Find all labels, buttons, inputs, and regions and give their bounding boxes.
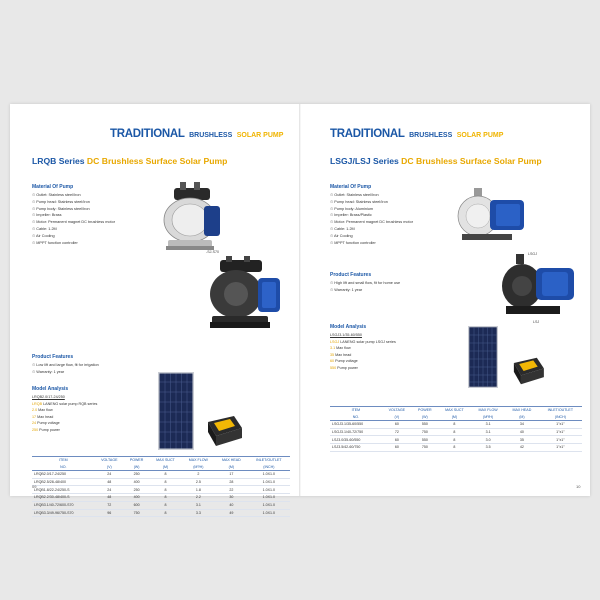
image-caption: -SJ-S70: [206, 250, 219, 254]
caption-lsgj: LSGJ: [528, 252, 537, 256]
pump-image-iron: [202, 256, 282, 334]
controller-box-image: [204, 414, 244, 448]
features-heading: Product Features: [32, 354, 74, 360]
caption-lsj: LSJ: [533, 320, 540, 324]
series-title: LSGJ/LSJ Series DC Brushless Surface Solar Pump: [330, 156, 542, 166]
table-row: LRQB3.3/49-96/750-S70 96 750 8 3.3 49 1.0X1.0: [32, 509, 290, 517]
pump-image-lsgj: [456, 188, 528, 244]
spec-table: [32, 456, 290, 517]
table-unit-row: NO. (V) (W) (M) (M³/H) (M) (INCH): [32, 463, 290, 470]
features-list: ⊙ High lift and small flow, fit for home use ⊙ Warranty: 1 year: [330, 280, 400, 294]
table-row: LRQB3.1/40-72/600-S70 72 600 8 3.1 40 1.0X1.0: [32, 501, 290, 509]
right-page: [300, 104, 590, 496]
table-unit-row: NO. (V) (W) (M) (M³/H) (M) (INCH): [330, 413, 582, 420]
features-heading: Product Features: [330, 272, 372, 278]
table-header-row: ITEM VOLTAGE POWER MAX SUCT MAX FLOW MAX HEAD INLET/OUTLET: [32, 457, 290, 464]
page-number: 09: [32, 484, 37, 489]
model-heading: Model Analysis: [330, 324, 367, 330]
table-row: LRQB1.8/22-24/250-S 24 250 8 1.8 22 1.0X1.0: [32, 486, 290, 494]
brochure-spread: [10, 104, 590, 516]
table-row: LSGJ3.1/40-72/750 72 750 8 3.1 40 1"x1": [330, 428, 582, 436]
solar-panel-image: [158, 372, 194, 450]
table-header-row: ITEM VOLTAGE POWER MAX SUCT MAX FLOW MAX HEAD INLET/OUTLET: [330, 407, 582, 414]
material-list: ⊙ Outlet: Stainless steel/Iron ⊙ Pump head: Stainless steel/Iron ⊙ Pump body: Stainless steel/Iron ⊙ Impeller: Brass ⊙ Motor: Permanent magnet DC brushless motor ⊙ Cable: 1.2M ⊙ Air Cooling ⊙ MPPT function controller: [32, 192, 115, 246]
table-row: LSJ3.0/35-60/550 60 550 8 3.0 35 1"x1": [330, 436, 582, 444]
table-row: LRQB2.2/30-48/400-S 48 400 8 2.2 30 1.0X1.0: [32, 494, 290, 502]
table-row: LRQB2.5/28-48/400 48 400 8 2.5 28 1.0X1.0: [32, 478, 290, 486]
model-analysis: LRQB2.0/17-24/250 LRQB LANENG solar pump RQB series 2.0 Max flow 17 Max head 24 Pump voltage 250 Pump power: [32, 395, 98, 432]
pump-image-lsj: [500, 254, 576, 316]
page-banner: TRADITIONAL BRUSHLESS SOLAR PUMP: [110, 128, 284, 140]
left-page: [10, 104, 300, 516]
page-number: 10: [576, 484, 581, 489]
solar-panel-image: [468, 326, 498, 388]
spec-table: [330, 406, 582, 452]
table-row: LSGJ3.1/35-60/550 60 550 8 3.1 34 1"x1": [330, 420, 582, 428]
material-list: ⊙ Outlet: Stainless steel/Iron ⊙ Pump head: Stainless steel/Iron ⊙ Pump body: Aluminium ⊙ Impeller: Brass/Plastic ⊙ Motor: Permanent magnet DC brushless motor ⊙ Cable: 1.2M ⊙ Air Cooling ⊙ MPPT function controller: [330, 192, 413, 246]
material-heading: Material Of Pump: [32, 184, 74, 190]
model-analysis: LSGJ3.1/35-60/550 LSGJ LANENG solar pump LSGJ series 3.1 Max flow 35 Max head 60 Pump voltage 550 Pump power: [330, 333, 396, 370]
page-banner: TRADITIONAL BRUSHLESS SOLAR PUMP: [330, 128, 504, 140]
table-row: LRQB2.0/17-24/250 24 250 8 2 17 1.0X1.0: [32, 470, 290, 478]
series-title: LRQB Series DC Brushless Surface Solar Pump: [32, 156, 228, 166]
material-heading: Material Of Pump: [330, 184, 372, 190]
controller-box-image: [510, 356, 546, 386]
pump-image-stainless: [160, 182, 222, 254]
table-row: LSJ3.5/42-60/750 60 750 8 3.5 42 1"x1": [330, 444, 582, 452]
features-list: ⊙ Low lift and large flow, fit for irrigation ⊙ Warranty: 1 year: [32, 362, 99, 376]
model-heading: Model Analysis: [32, 386, 69, 392]
